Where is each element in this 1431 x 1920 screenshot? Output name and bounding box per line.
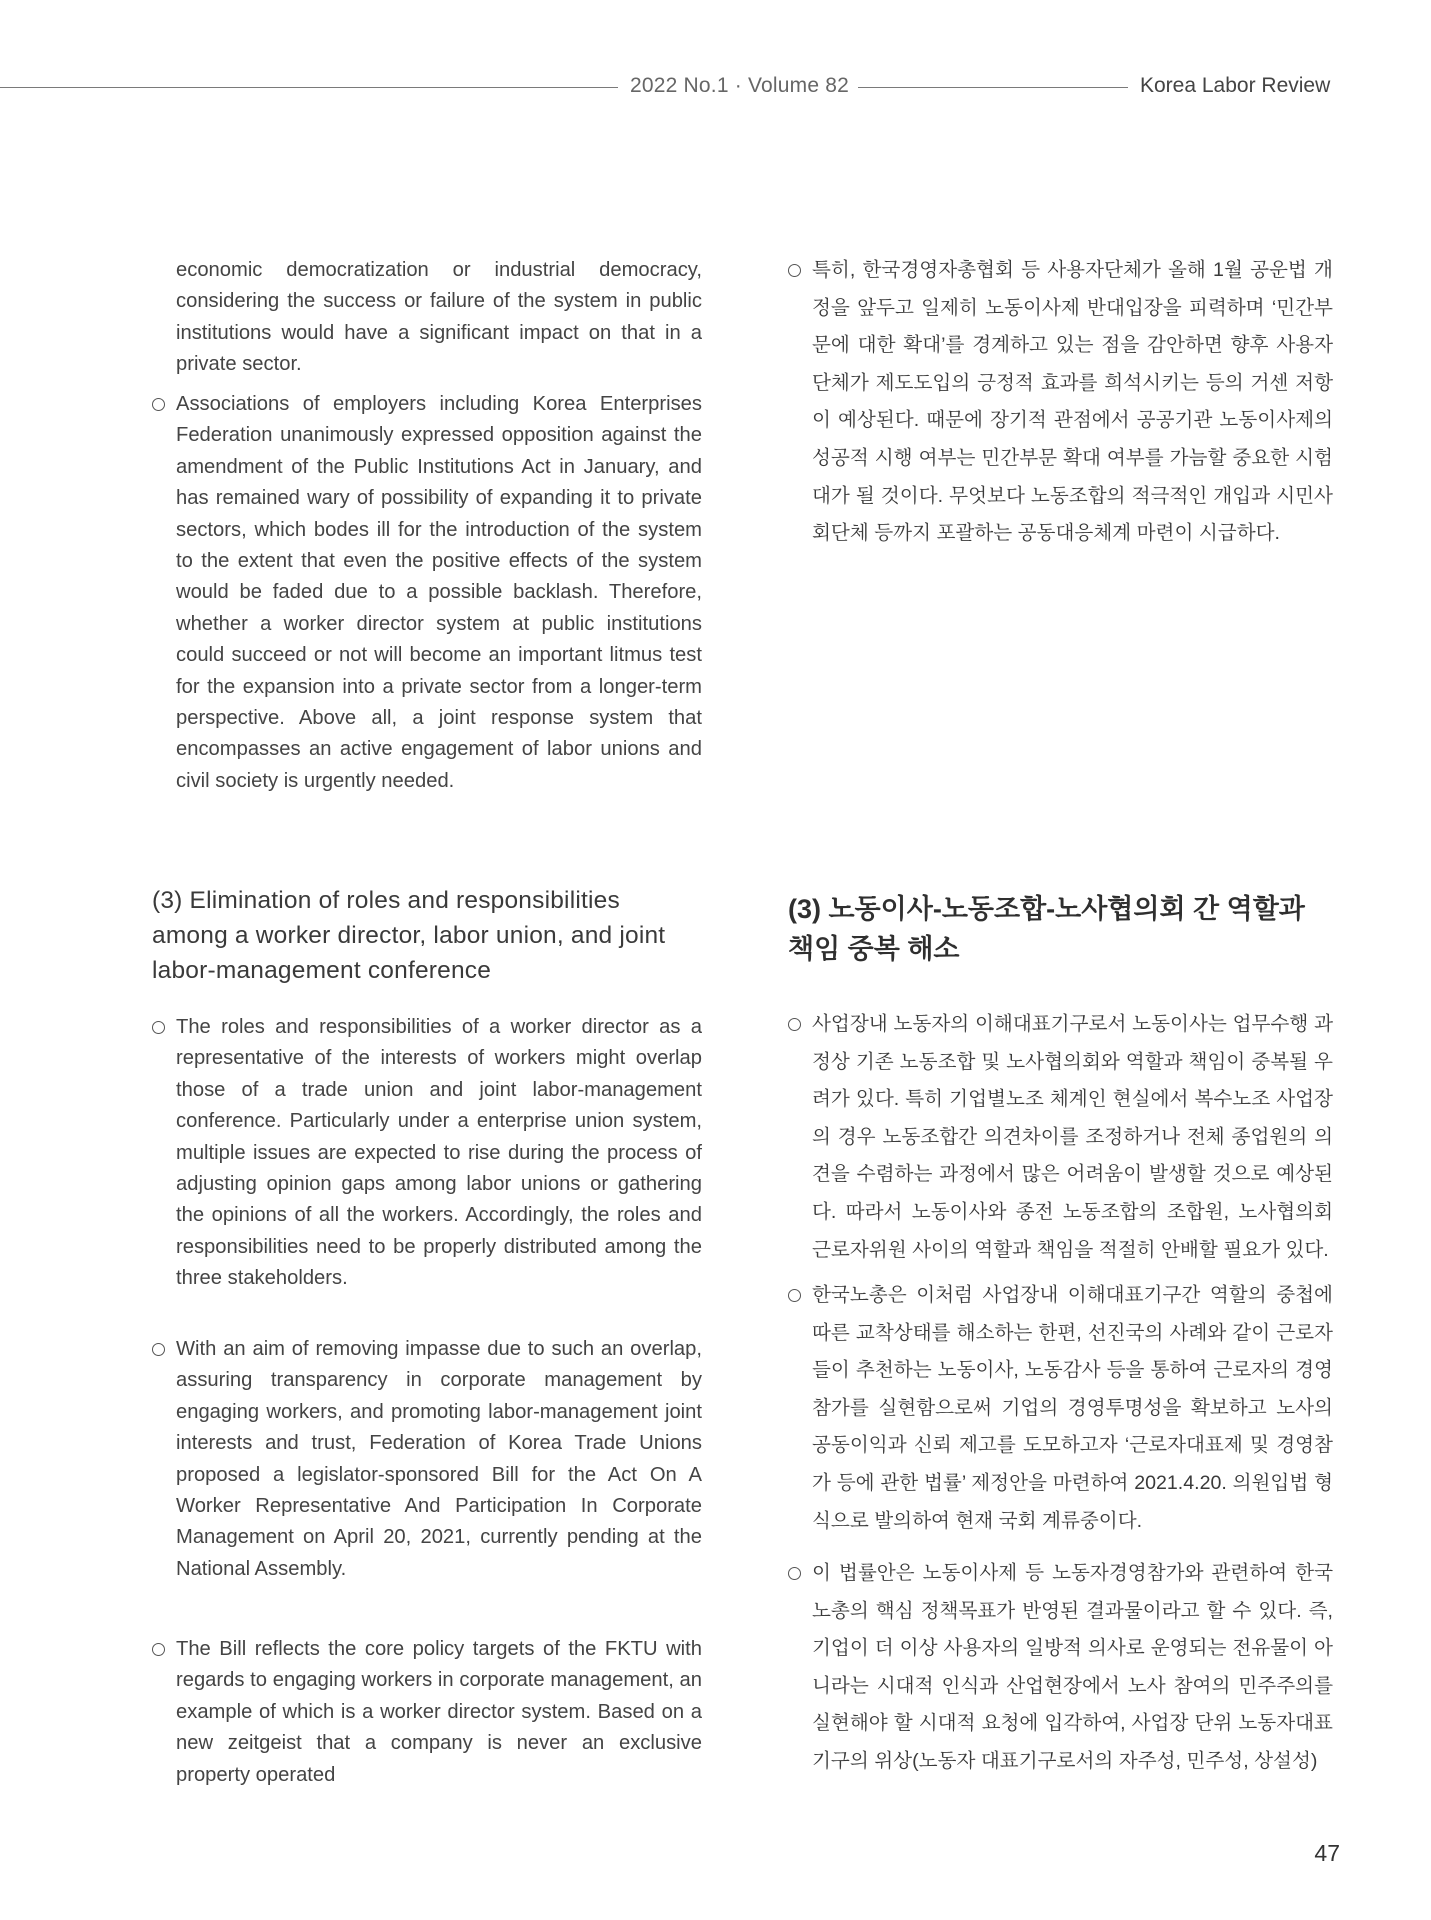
bullet-item xyxy=(152,389,702,797)
paragraph-text: 특히, 한국경영자총협회 등 사용자단체가 올해 1월 공운법 개정을 앞두고 일제히 노동이사제 반대입장을 피력하며 ‘민간부문에 대한 확대’를 경계하고 있는 점을 감안하면 향후 사용자단체가 제도도입의 긍정적 효과를 희석시키는 등의 거센 저항이 예상된다. 때문에 장기적 관점에서 공공기관 노동이사제의 성공적 시행 여부는 민간부문 확대 여부를 가늠할 중요한 시험대가 될 것이다. 무엇보다 노동조합의 적극적인 개입과 시민사회단체 등까지 포괄하는 공동대응체계 마련이 시급하다. xyxy=(812,259,1333,545)
paragraph-text: 사업장내 노동자의 이해대표기구로서 노동이사는 업무수행 과정상 기존 노동조합 및 노사협의회와 역할과 책임이 중복될 우려가 있다. 특히 기업별노조 체계인 현실에서 복수노조 사업장의 경우 노동조합간 의견차이를 조정하거나 전체 종업원의 의견을 수렴하는 과정에서 많은 어려움이 발생할 것으로 예상된다. 따라서 노동이사와 종전 노동조합의 조합원, 노사협의회 근로자위원 사이의 역할과 책임을 적절히 안배할 필요가 있다. xyxy=(812,1013,1333,1261)
journal-title: Korea Labor Review xyxy=(1140,74,1331,97)
circle-bullet-icon xyxy=(788,264,801,277)
circle-bullet-icon xyxy=(788,1018,801,1031)
bullet-item xyxy=(788,1277,1333,1540)
paragraph-text: The Bill reflects the core policy targets of the FKTU with regards to engaging workers in corporate management, an example of which is a worker director system. Based on a new zeitgeist that a company is never an exclusive property operated xyxy=(176,1638,702,1786)
circle-bullet-icon xyxy=(152,1021,165,1034)
english-bullet-1 xyxy=(152,389,702,797)
circle-bullet-icon xyxy=(788,1567,801,1580)
paragraph-text: With an aim of removing impasse due to such an overlap, assuring transparency in corporate management by engaging workers, and promoting labor-management joint interests and trust, Federation of Korea Trade Unions proposed a legislator-sponsored Bill for the Act On A Worker Representative And Participation In Corporate Management on April 20, 2021, currently pending at the National Assembly. xyxy=(176,1338,702,1580)
paragraph-text: economic democratization or industrial democracy, considering the success or failure of the system in public institutions would have a significant impact on that in a private sector. xyxy=(176,259,702,376)
english-bullet-4 xyxy=(152,1634,702,1791)
paragraph-text: 이 법률안은 노동이사제 등 노동자경영참가와 관련하여 한국노총의 핵심 정책목표가 반영된 결과물이라고 할 수 있다. 즉, 기업이 더 이상 사용자의 일방적 의사로 운영되는 전유물이 아니라는 시대적 인식과 산업현장에서 노사 참여의 민주주의를 실현해야 할 시대적 요청에 입각하여, 사업장 단위 노동자대표기구의 위상(노동자 대표기구로서의 자주성, 민주성, 상설성) xyxy=(812,1562,1333,1772)
paragraph-text: Associations of employers including Korea Enterprises Federation unanimously expressed opposition against the amendment of the Public Institutions Act in January, and has remained wary of possibility of expanding it to private sectors, which bodes ill for the introduction of the system to the extent that even the positive effects of the system would be faded due to a possible backlash. Therefore, whether a worker director system at public institutions could succeed or not will become an important litmus test for the expansion into a private sector from a longer-term perspective. Above all, a joint response system that encompasses an active engagement of labor unions and civil society is urgently needed. xyxy=(176,393,702,792)
header-rule-right xyxy=(858,87,1128,88)
circle-bullet-icon xyxy=(152,398,165,411)
bullet-item xyxy=(788,1555,1333,1781)
korean-section-heading xyxy=(788,889,1333,969)
english-section-heading xyxy=(152,883,702,988)
circle-bullet-icon xyxy=(788,1289,801,1302)
english-bullet-3 xyxy=(152,1334,702,1585)
circle-bullet-icon xyxy=(152,1343,165,1356)
paragraph-text: The roles and responsibilities of a worker director as a representative of the interests of workers might overlap those of a trade union and joint labor-management conference. Particularly under a enterprise union system, multiple issues are expected to rise during the process of adjusting opinion gaps among labor unions or gathering the opinions of all the workers. Accordingly, the roles and responsibilities need to be properly distributed among the three stakeholders. xyxy=(176,1016,702,1290)
running-header xyxy=(0,70,1431,106)
bullet-item xyxy=(152,1012,702,1295)
bullet-item xyxy=(788,252,1333,553)
page-number: 47 xyxy=(1314,1840,1340,1866)
korean-bullet-3 xyxy=(788,1277,1333,1540)
bullet-item xyxy=(788,1006,1333,1269)
paragraph-text: 한국노총은 이처럼 사업장내 이해대표기구간 역할의 중첩에 따른 교착상태를 해소하는 한편, 선진국의 사례와 같이 근로자들이 추천하는 노동이사, 노동감사 등을 통하여 근로자의 경영참가를 실현함으로써 기업의 경영투명성을 확보하고 노사의 공동이익과 신뢰 제고를 도모하고자 ‘근로자대표제 및 경영참가 등에 관한 법률’ 제정안을 마련하여 2021.4.20. 의원입법 형식으로 발의하여 현재 국회 계류중이다. xyxy=(812,1284,1333,1532)
circle-bullet-icon xyxy=(152,1643,165,1656)
korean-bullet-2 xyxy=(788,1006,1333,1269)
bullet-item xyxy=(152,1334,702,1585)
issue-label: 2022 No.1 · Volume 82 xyxy=(630,74,850,97)
korean-bullet-4 xyxy=(788,1555,1333,1781)
english-bullet-2 xyxy=(152,1012,702,1295)
section-heading: (3) Elimination of roles and responsibilities among a worker director, labor union, and joint labor-management conference xyxy=(152,887,666,984)
korean-bullet-1 xyxy=(788,252,1333,553)
bullet-item xyxy=(152,1634,702,1791)
header-rule-left xyxy=(0,87,618,88)
section-heading: (3) 노동이사-노동조합-노사협의회 간 역할과 책임 중복 해소 xyxy=(788,894,1305,964)
english-paragraph-continued xyxy=(152,255,702,381)
